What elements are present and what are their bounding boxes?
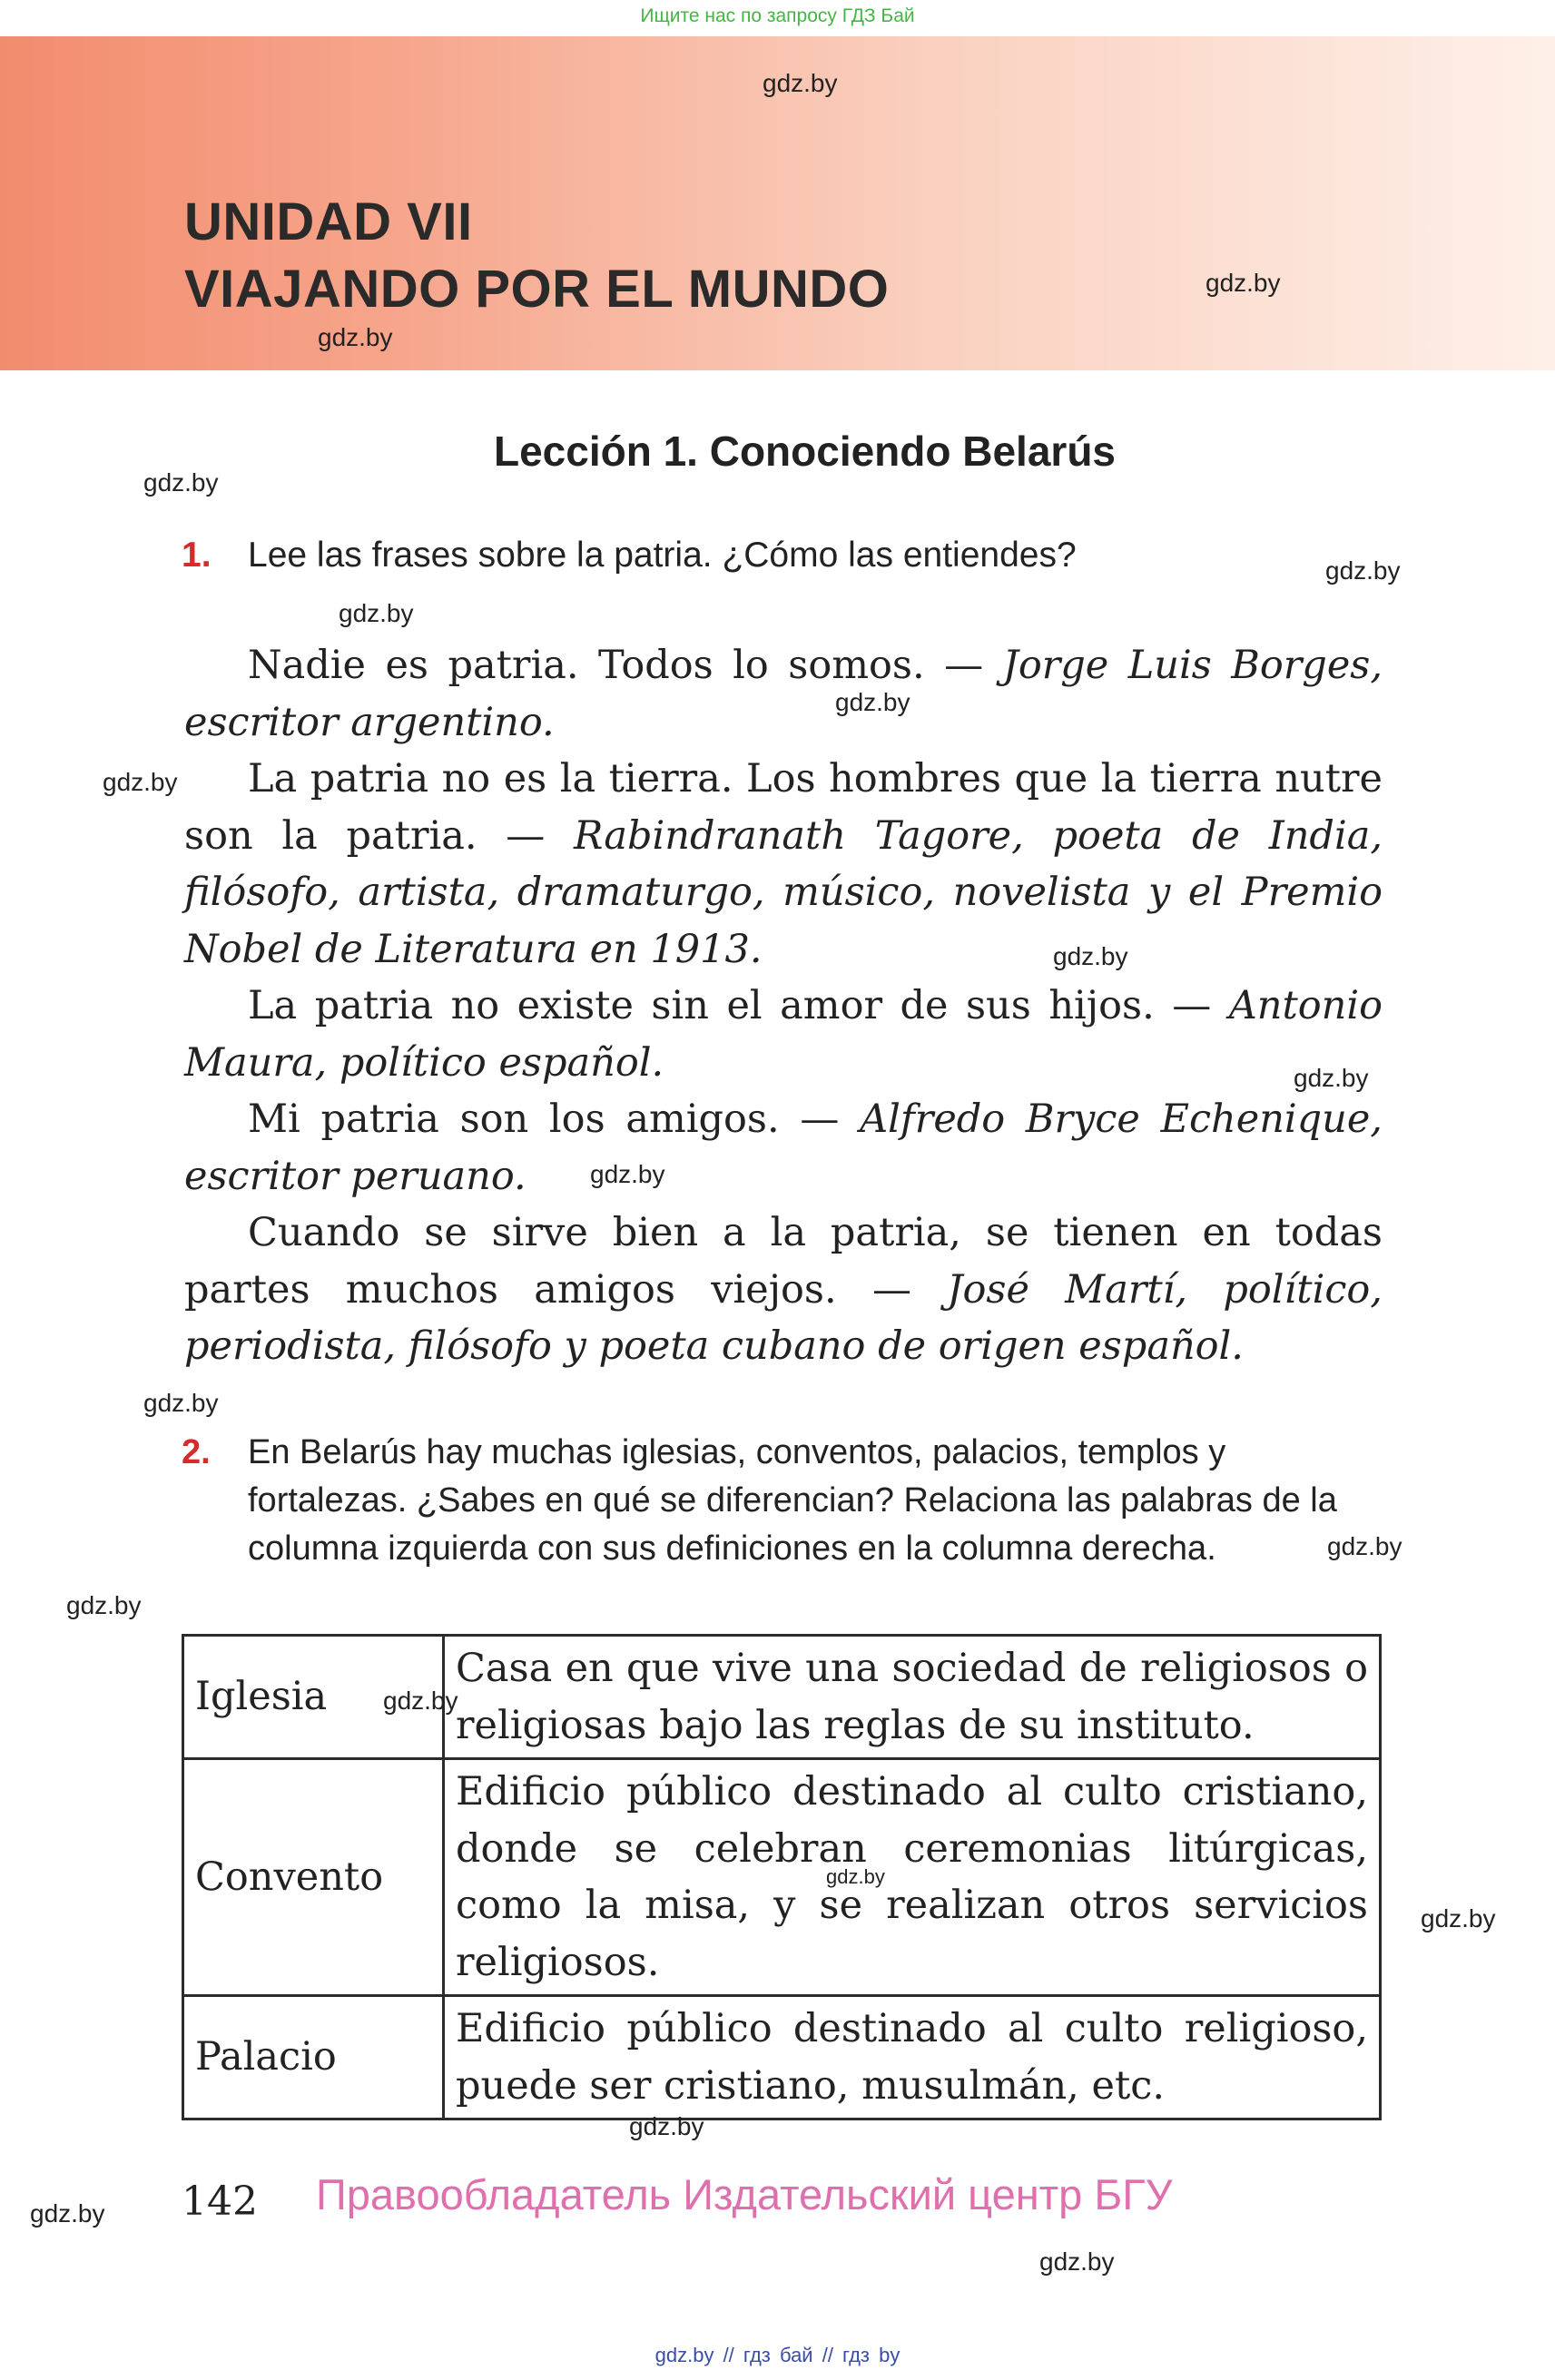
- table-row: [183, 1636, 1381, 1759]
- task-number: 2.: [182, 1433, 211, 1471]
- table-row: [183, 1996, 1381, 2119]
- bottom-site-links: gdz.by // гдз бай // гдз by: [654, 2344, 901, 2366]
- top-search-note: Ищите нас по запросу ГДЗ Бай: [640, 5, 915, 26]
- definition-cell: Edificio público destinado al culto religioso, puede ser cristiano, musulmán, etc.: [444, 1996, 1381, 2119]
- term-cell: Palacio: [183, 1996, 444, 2119]
- table-row: [183, 1759, 1381, 1996]
- task-2: [182, 1429, 1389, 1573]
- watermark: gdz.by: [383, 1687, 458, 1715]
- watermark: gdz.by: [835, 688, 910, 716]
- quote: Nadie es patria. Todos lo somos. — Jorge Luis Borges, escritor argentino.: [184, 643, 1383, 745]
- watermark: gdz.by: [143, 1389, 219, 1417]
- copyright-notice: Правообладатель Издательский центр БГУ: [316, 2170, 1173, 2218]
- quote-author: Rabindranath Tagore, poeta de India, filósofo, artista, dramaturgo, músico, novelista y el Premio Nobel de Literatura en 1913.: [184, 812, 1383, 972]
- watermark: gdz.by: [339, 599, 414, 627]
- quote-author: Jorge Luis Borges, escritor argentino.: [184, 643, 1383, 745]
- watermark: gdz.by: [629, 2112, 704, 2140]
- watermark: gdz.by: [318, 323, 393, 351]
- watermark: gdz.by: [1206, 269, 1281, 297]
- task-number: 1.: [182, 536, 212, 575]
- watermark: gdz.by: [1294, 1064, 1369, 1092]
- quote: Mi patria son los amigos. — Alfredo Bryce Echenique, escritor peruano.: [184, 1097, 1383, 1199]
- watermark: gdz.by: [1053, 942, 1128, 970]
- lesson-title: Lección 1. Conociendo Belarús: [493, 428, 1117, 475]
- term-cell: Iglesia: [183, 1636, 444, 1759]
- definition-cell: Edificio público destinado al culto cristiano, donde se celebran ceremonias litúrgicas, como la misa, y se realizan otros servicios religiosos.: [444, 1759, 1381, 1996]
- quote-author: José Martí, político, periodista, filósofo y poeta cubano de origen español.: [184, 1266, 1383, 1369]
- quotes-list: [184, 637, 1383, 1375]
- watermark: gdz.by: [1421, 1904, 1496, 1933]
- watermark: gdz.by: [826, 1865, 885, 1888]
- unit-name: VIAJANDO POR EL MUNDO: [184, 260, 890, 319]
- watermark: gdz.by: [1327, 1532, 1402, 1560]
- quote-author: Antonio Maura, político español.: [184, 983, 1383, 1086]
- watermark: gdz.by: [30, 2199, 105, 2228]
- watermark: gdz.by: [143, 468, 219, 497]
- term-cell: Convento: [183, 1759, 444, 1996]
- definitions-table: [182, 1634, 1382, 2120]
- definition-cell: Casa en que vive una sociedad de religiosos o religiosas bajo las reglas de su instituto.: [444, 1636, 1381, 1759]
- quote: La patria no existe sin el amor de sus hijos. — Antonio Maura, político español.: [184, 983, 1383, 1086]
- quote: La patria no es la tierra. Los hombres que la tierra nutre son la patria. — Rabindranath Tagore, poeta de India, filósofo, artista, dramaturgo, músico, novelista y el Premio Nobel de Literatura en 1913.: [184, 756, 1383, 972]
- unit-number: UNIDAD VII: [184, 192, 473, 251]
- task-instruction: Lee las frases sobre la patria. ¿Cómo las entiendes?: [248, 536, 1077, 575]
- quote: Cuando se sirve bien a la patria, se tienen en todas partes muchos amigos viejos. — José Martí, político, periodista, filósofo y poeta cubano de origen español.: [184, 1210, 1383, 1369]
- watermark: gdz.by: [103, 768, 178, 796]
- unit-title: [184, 189, 889, 323]
- watermark: gdz.by: [763, 69, 838, 97]
- page-number: 142: [182, 2178, 258, 2225]
- watermark: gdz.by: [590, 1160, 665, 1188]
- task-1: [182, 531, 1389, 579]
- watermark: gdz.by: [1039, 2247, 1115, 2276]
- watermark: gdz.by: [1325, 556, 1401, 585]
- quote-author: Alfredo Bryce Echenique, escritor peruano.: [184, 1097, 1383, 1199]
- watermark: gdz.by: [66, 1591, 142, 1619]
- task-instruction: En Belarús hay muchas iglesias, conventos, palacios, templos y fortalezas. ¿Sabes en qué se diferencian? Relaciona las palabras de la columna izquierda con sus definiciones en la columna derecha.: [248, 1433, 1337, 1568]
